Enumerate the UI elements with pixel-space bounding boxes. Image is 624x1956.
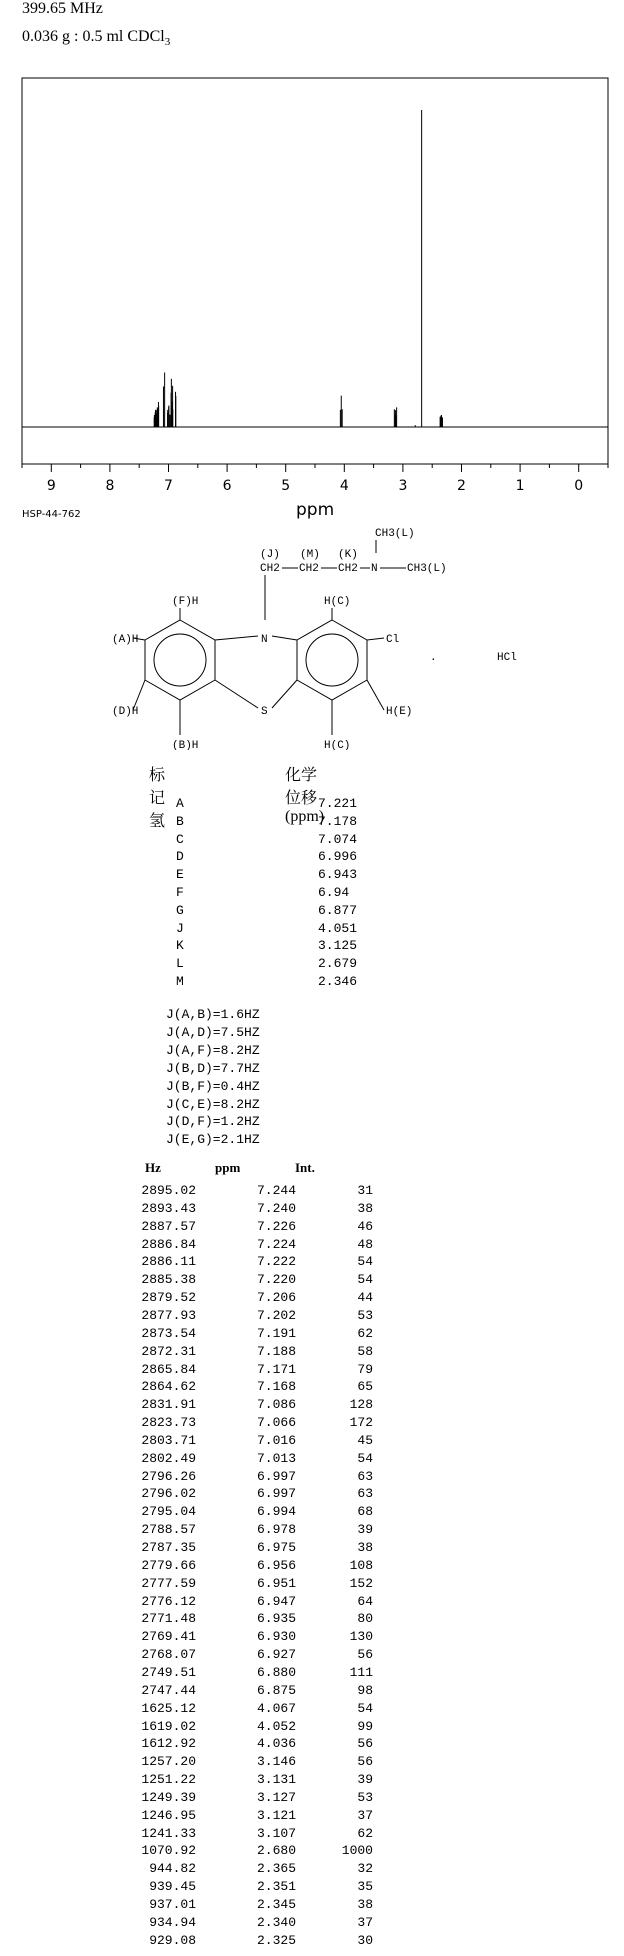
shift-row-label: L [176,956,184,972]
peak-hz: 2787.35 [141,1540,196,1555]
label-b: (B)H [172,740,199,750]
peak-int: 37 [357,1914,373,1930]
peak-int: 99 [357,1718,373,1734]
peak-ppm: 7.224 [256,1236,296,1252]
peak-hz: 2823.73 [141,1415,196,1431]
peak-ppm: 6.875 [256,1682,296,1698]
shift-row-label: B [176,813,184,829]
label-dot: . [430,652,437,664]
peak-int: 38 [357,1897,373,1912]
x-tick-label: 9 [46,478,56,494]
peak-hz: 1257.20 [141,1754,196,1770]
peak-ppm: 7.171 [256,1361,296,1377]
label-c-bottom: H(C) [324,740,351,750]
sample-subscript: 3 [164,36,171,49]
x-tick-label: 7 [164,478,173,494]
x-tick-label: 2 [457,478,466,494]
peak-hz: 934.94 [149,1914,196,1930]
molecule-structure [100,520,580,750]
peak-int: 79 [357,1361,373,1377]
label-c-top: H(C) [324,596,351,608]
peak-hz: 929.08 [149,1932,196,1948]
shift-row-value: 7.074 [318,831,358,847]
x-axis-ticks [22,464,608,494]
peak-ppm: 2.351 [256,1879,296,1895]
left-benzene-ring [133,608,215,735]
peak-hz: 2777.59 [141,1575,196,1591]
label-ch3-top: CH3(L) [375,528,415,540]
peak-int: 56 [357,1647,373,1663]
coupling-row: J(D,F)=1.2HZ [166,1114,260,1130]
peak-hz: 2872.31 [141,1343,196,1359]
label-f: (F)H [172,596,199,608]
peak-hz: 2803.71 [141,1432,196,1448]
x-tick-label: 8 [105,478,115,494]
shift-row-value: 6.877 [318,902,358,918]
coupling-row: J(A,D)=7.5HZ [166,1024,260,1040]
peak-hz: 2885.38 [141,1272,196,1288]
right-benzene-ring [297,608,384,735]
peak-ppm: 6.880 [256,1664,296,1680]
peak-int: 39 [357,1772,373,1788]
peak-hz: 1070.92 [141,1843,196,1859]
peak-hz: 2779.66 [141,1557,196,1573]
peak-hz: 2879.52 [141,1290,196,1306]
peak-hz: 1241.33 [141,1825,196,1841]
peak-ppm: 3.131 [256,1772,296,1788]
shift-row-value: 6.996 [318,849,358,865]
peak-hz: 1249.39 [141,1789,196,1805]
peak-header-hz: Hz [145,1160,161,1175]
peak-int: 152 [349,1575,373,1591]
peak-int: 37 [357,1807,373,1823]
nmr-spectrum-chart [0,0,624,540]
label-n-side: N [371,563,378,575]
peak-hz: 944.82 [149,1861,196,1877]
shift-row-value: 3.125 [318,938,358,954]
peak-hz: 2864.62 [141,1379,196,1395]
peak-int: 130 [349,1629,373,1645]
peak-int: 98 [357,1682,373,1698]
shift-row-label: A [176,796,184,811]
peak-ppm: 7.191 [256,1325,296,1341]
peak-ppm: 2.365 [256,1861,296,1877]
peak-hz: 937.01 [149,1897,196,1912]
shift-row-label: G [176,902,184,918]
peak-ppm: 6.994 [256,1504,296,1520]
label-ch2-1: CH2 [260,563,280,575]
peak-int: 80 [357,1611,373,1627]
peak-int: 54 [357,1700,373,1716]
x-tick-label: 0 [574,478,584,494]
peak-hz: 2769.41 [141,1629,196,1645]
shift-row-label: F [176,885,184,900]
label-ch3-right: CH3(L) [407,563,447,575]
shift-row-value: 6.943 [318,867,358,883]
peak-ppm: 3.107 [256,1825,296,1841]
peak-ppm: 6.997 [256,1468,296,1484]
peak-hz: 2795.04 [141,1504,196,1520]
peak-ppm: 7.188 [256,1343,296,1359]
peak-ppm: 2.680 [256,1843,296,1859]
peak-ppm: 7.168 [256,1379,296,1395]
peak-hz: 1246.95 [141,1807,196,1823]
peak-hz: 2802.49 [141,1450,196,1466]
peak-ppm: 6.997 [256,1486,296,1502]
peak-int: 31 [357,1183,373,1198]
peak-ppm: 3.146 [256,1754,296,1770]
peak-header-ppm: ppm [215,1160,241,1175]
peak-int: 65 [357,1379,373,1395]
peak-int: 35 [357,1879,373,1895]
peak-int: 38 [357,1200,373,1216]
peak-hz: 2776.12 [141,1593,196,1609]
peak-hz: 2831.91 [141,1397,196,1413]
peak-hz: 2893.43 [141,1200,196,1216]
peak-int: 54 [357,1272,373,1288]
peak-ppm: 7.226 [256,1218,296,1234]
peak-ppm: 6.947 [256,1593,296,1609]
x-tick-label: 3 [398,478,408,494]
peak-hz: 2796.02 [141,1486,196,1502]
peak-ppm: 7.066 [256,1415,296,1431]
peak-int: 64 [357,1593,373,1609]
peak-ppm: 6.978 [256,1522,296,1538]
label-e: H(E) [386,706,413,718]
shift-row-label: M [176,974,184,989]
shift-table-header-shift: 化学位移(ppm) [285,767,325,825]
peak-header-int: Int. [295,1160,315,1175]
shift-row-label: K [176,938,184,954]
peak-ppm: 7.016 [256,1432,296,1448]
peak-hz: 2749.51 [141,1664,196,1680]
peak-ppm: 2.340 [256,1914,296,1930]
peak-int: 172 [349,1415,373,1431]
central-ring [215,636,297,708]
label-hcl: HCl [497,652,517,664]
peak-ppm: 3.121 [256,1807,296,1823]
peak-int: 63 [357,1468,373,1484]
peak-hz: 2747.44 [141,1682,196,1698]
peak-int: 56 [357,1736,373,1752]
peak-int: 128 [349,1397,373,1413]
coupling-row: J(B,F)=0.4HZ [166,1078,260,1094]
peak-int: 62 [357,1325,373,1341]
coupling-row: J(A,B)=1.6HZ [166,1007,260,1022]
peak-int: 46 [357,1218,373,1234]
peak-int: 63 [357,1486,373,1502]
x-tick-label: 5 [281,478,291,494]
peak-ppm: 2.325 [256,1932,296,1948]
label-k: (K) [338,549,358,561]
plot-frame [22,78,608,464]
peak-ppm: 7.220 [256,1272,296,1288]
peak-int: 1000 [341,1843,373,1859]
coupling-row: J(C,E)=8.2HZ [166,1096,260,1112]
peak-ppm: 6.951 [256,1575,296,1591]
sample-prefix: 0.036 g : 0.5 ml CDCl [22,28,165,45]
peak-hz: 939.45 [149,1879,196,1895]
peak-hz: 2886.11 [141,1254,196,1270]
peak-hz: 2865.84 [141,1361,196,1377]
peak-ppm: 3.127 [256,1789,296,1805]
coupling-row: J(A,F)=8.2HZ [166,1042,260,1058]
peak-hz: 1251.22 [141,1772,196,1788]
peak-ppm: 6.956 [256,1557,296,1573]
shift-row-label: E [176,867,184,883]
spectrometer-frequency: 399.65 MHz [22,0,103,17]
peak-ppm: 7.086 [256,1397,296,1413]
shift-row-value: 4.051 [318,920,358,936]
peak-ppm: 6.927 [256,1647,296,1663]
label-d: (D)H [112,706,139,718]
peak-int: 39 [357,1522,373,1538]
peak-int: 108 [349,1557,373,1573]
peak-int: 38 [357,1540,373,1555]
peak-int: 62 [357,1825,373,1841]
peak-int: 58 [357,1343,373,1359]
peak-hz: 2796.26 [141,1468,196,1484]
label-cl: Cl [386,634,400,646]
peak-int: 30 [357,1932,373,1948]
shift-row-value: 2.346 [318,974,358,989]
peak-int: 56 [357,1754,373,1770]
x-axis-label: ppm [296,500,335,520]
peak-hz: 1619.02 [141,1718,196,1734]
peak-ppm: 6.930 [256,1629,296,1645]
peak-int: 53 [357,1307,373,1323]
peak-hz: 2768.07 [141,1647,196,1663]
coupling-row: J(B,D)=7.7HZ [166,1060,260,1076]
peak-hz: 2886.84 [141,1236,196,1252]
spectrum-code: HSP-44-762 [22,509,81,520]
peak-ppm: 7.206 [256,1290,296,1306]
peak-int: 32 [357,1861,373,1877]
label-m: (M) [300,549,320,561]
peak-hz: 2873.54 [141,1325,196,1341]
shift-row-label: J [176,920,184,936]
peak-ppm: 2.345 [256,1897,296,1912]
x-tick-label: 6 [222,478,232,494]
shift-row-value: 6.94 [318,885,350,900]
peak-ppm: 7.244 [256,1183,296,1198]
peak-int: 54 [357,1254,373,1270]
x-tick-label: 1 [515,478,525,494]
peak-ppm: 6.935 [256,1611,296,1627]
peak-int: 48 [357,1236,373,1252]
label-a: (A)H [112,634,139,646]
peak-ppm: 7.240 [256,1200,296,1216]
label-n-ring: N [261,634,268,646]
peak-int: 111 [349,1664,373,1680]
peak-ppm: 6.975 [256,1540,296,1555]
peak-ppm: 4.036 [256,1736,296,1752]
label-ch2-2: CH2 [299,563,319,575]
peak-ppm: 4.052 [256,1718,296,1734]
peak-hz: 2877.93 [141,1307,196,1323]
label-j: (J) [260,549,280,561]
peak-ppm: 7.202 [256,1307,296,1323]
peak-hz: 2788.57 [141,1522,196,1538]
peak-int: 44 [357,1290,373,1306]
peak-ppm: 7.222 [256,1254,296,1270]
coupling-row: J(E,G)=2.1HZ [166,1132,260,1148]
peak-int: 68 [357,1504,373,1520]
peak-hz: 2895.02 [141,1183,196,1198]
peak-hz: 2771.48 [141,1611,196,1627]
x-tick-label: 4 [339,478,349,494]
spectrum-peaks [154,110,442,427]
peak-int: 54 [357,1450,373,1466]
peak-int: 45 [357,1432,373,1448]
peak-hz: 2887.57 [141,1218,196,1234]
shift-row-label: C [176,831,184,847]
peak-ppm: 4.067 [256,1700,296,1716]
shift-row-value: 7.178 [318,813,358,829]
peak-hz: 1625.12 [141,1700,196,1716]
peak-int: 53 [357,1789,373,1805]
label-ch2-3: CH2 [338,563,358,575]
peak-hz: 1612.92 [141,1736,196,1752]
shift-row-value: 2.679 [318,956,358,972]
shift-row-value: 7.221 [318,796,358,811]
shift-table-header-label: 标记氢 [149,767,166,830]
peak-ppm: 7.013 [256,1450,296,1466]
label-s: S [261,706,268,718]
shift-row-label: D [176,849,184,865]
